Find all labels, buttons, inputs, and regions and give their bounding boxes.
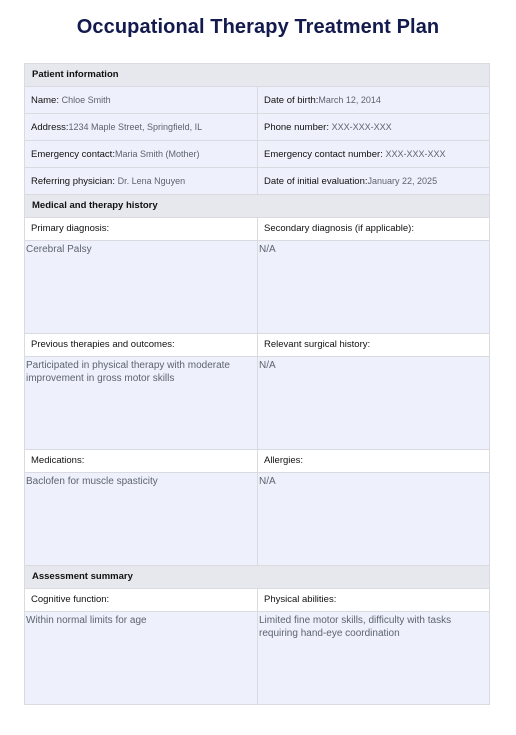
assessment-header-row xyxy=(25,589,489,612)
primary-diagnosis-textarea[interactable] xyxy=(25,241,257,333)
cognitive-function-textarea[interactable] xyxy=(25,612,257,704)
physical-abilities-textarea[interactable] xyxy=(257,612,489,704)
date-of-birth-value: March 12, 2014 xyxy=(318,95,381,105)
emergency-contact-label: Emergency contact: xyxy=(31,149,115,160)
emergency-contact-number-field[interactable] xyxy=(257,141,489,167)
patient-row-4 xyxy=(25,168,489,195)
previous-therapies-textarea[interactable] xyxy=(25,357,257,449)
phone-number-value: XXX-XXX-XXX xyxy=(331,122,392,132)
page-title: Occupational Therapy Treatment Plan xyxy=(76,16,440,38)
emergency-contact-number-value: XXX-XXX-XXX xyxy=(385,149,446,159)
address-field[interactable] xyxy=(25,114,257,140)
surgical-history-textarea[interactable] xyxy=(257,357,489,449)
patient-row-3 xyxy=(25,141,489,168)
assessment-value-row xyxy=(25,612,489,704)
name-value: Chloe Smith xyxy=(61,95,111,105)
name-field[interactable] xyxy=(25,87,257,113)
date-of-birth-label: Date of birth: xyxy=(264,95,319,106)
section-assessment-summary: Assessment summary xyxy=(25,566,489,589)
previous-therapies-label: Previous therapies and outcomes: xyxy=(25,334,257,356)
cognitive-function-value: Within normal limits for age xyxy=(26,615,147,626)
allergies-label: Allergies: xyxy=(257,450,489,472)
address-value: 1234 Maple Street, Springfield, IL xyxy=(68,122,203,132)
section-patient-information: Patient information xyxy=(25,64,489,87)
secondary-diagnosis-label: Secondary diagnosis (if applicable): xyxy=(257,218,489,240)
emergency-contact-number-label: Emergency contact number: xyxy=(264,149,383,160)
initial-evaluation-date-field[interactable] xyxy=(257,168,489,194)
referring-physician-value: Dr. Lena Nguyen xyxy=(117,176,186,186)
physical-abilities-label: Physical abilities: xyxy=(257,589,489,611)
referring-physician-label: Referring physician: xyxy=(31,176,115,187)
medications-value: Baclofen for muscle spasticity xyxy=(26,476,158,487)
emergency-contact-field[interactable] xyxy=(25,141,257,167)
secondary-diagnosis-textarea[interactable] xyxy=(257,241,489,333)
cognitive-function-label: Cognitive function: xyxy=(25,589,257,611)
history-value-row xyxy=(25,473,489,566)
primary-diagnosis-value: Cerebral Palsy xyxy=(26,244,92,255)
history-value-row xyxy=(25,241,489,334)
patient-row-1 xyxy=(25,87,489,114)
section-medical-history: Medical and therapy history xyxy=(25,195,489,218)
emergency-contact-value: Maria Smith (Mother) xyxy=(114,149,200,159)
primary-diagnosis-label: Primary diagnosis: xyxy=(25,218,257,240)
date-of-birth-field[interactable] xyxy=(257,87,489,113)
allergies-textarea[interactable] xyxy=(257,473,489,565)
previous-therapies-value: Participated in physical therapy with moderate improvement in gross motor skills xyxy=(26,360,230,384)
patient-row-2 xyxy=(25,114,489,141)
physical-abilities-value: Limited fine motor skills, difficulty with tasks requiring hand-eye coordination xyxy=(259,615,452,639)
initial-evaluation-date-value: January 22, 2025 xyxy=(367,176,438,186)
address-label: Address: xyxy=(31,122,69,133)
history-header-row xyxy=(25,334,489,357)
medications-textarea[interactable] xyxy=(25,473,257,565)
initial-evaluation-date-label: Date of initial evaluation: xyxy=(264,176,368,187)
history-header-row xyxy=(25,450,489,473)
referring-physician-field[interactable] xyxy=(25,168,257,194)
allergies-value: N/A xyxy=(259,476,276,487)
surgical-history-label: Relevant surgical history: xyxy=(257,334,489,356)
name-label: Name: xyxy=(31,95,59,106)
treatment-plan-form xyxy=(24,63,490,705)
surgical-history-value: N/A xyxy=(259,360,276,371)
history-header-row xyxy=(25,218,489,241)
medications-label: Medications: xyxy=(25,450,257,472)
history-value-row xyxy=(25,357,489,450)
secondary-diagnosis-value: N/A xyxy=(259,244,276,255)
phone-number-label: Phone number: xyxy=(264,122,329,133)
phone-number-field[interactable] xyxy=(257,114,489,140)
